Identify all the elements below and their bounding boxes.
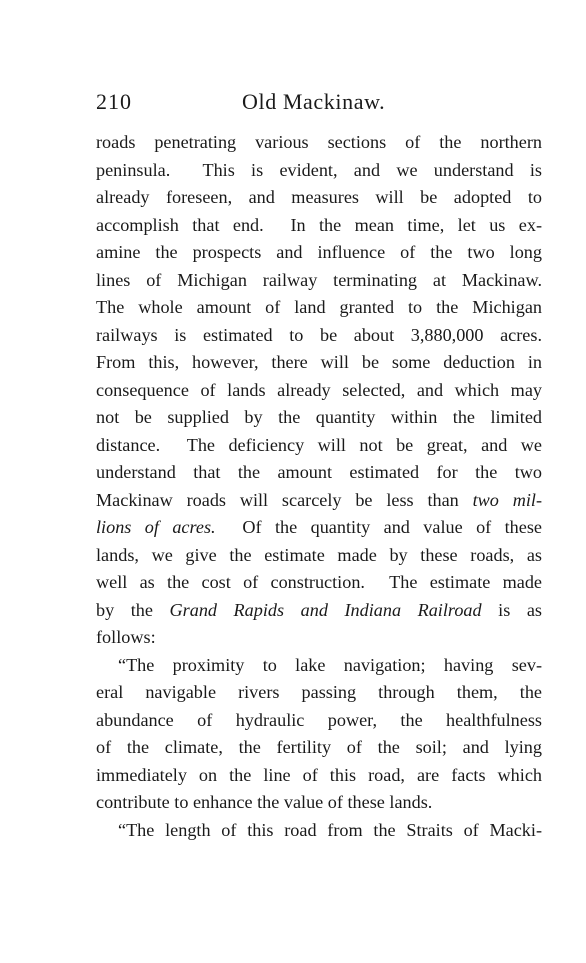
text-line [96, 597, 542, 625]
text-segment: accomplish that end. In the mean time, let us ex- [96, 214, 542, 235]
text-line [96, 239, 542, 267]
running-head [96, 89, 546, 117]
text-segment: “The proximity to lake navigation; having sev- [118, 654, 542, 675]
text-segment: is as [481, 599, 542, 620]
text-segment: From this, however, there will be some deduction in [96, 352, 542, 372]
text-segment: distance. The deficiency will not be great, and we [96, 434, 542, 455]
text-line [96, 679, 542, 707]
text-line [96, 432, 542, 460]
text-segment: consequence of lands already selected, and which may [96, 379, 542, 400]
italic-text: lions of acres. [96, 517, 216, 537]
text-line [96, 184, 542, 212]
text-line [96, 404, 542, 432]
text-segment: The whole amount of land granted to the Michigan [96, 297, 542, 317]
text-line [96, 267, 542, 295]
text-line [96, 212, 542, 240]
text-line [96, 569, 542, 597]
text-line [96, 487, 542, 515]
text-line [96, 817, 542, 845]
text-segment: follows: [96, 627, 156, 647]
text-line [96, 652, 542, 680]
text-segment: roads penetrating various sections of the northern [96, 132, 542, 152]
text-line [96, 377, 542, 405]
text-segment: lines of Michigan railway terminating at Mackinaw. [96, 269, 542, 290]
running-title: Old Mackinaw. [242, 89, 386, 114]
text-line [96, 129, 542, 157]
text-line [96, 762, 542, 790]
text-line [96, 734, 542, 762]
text-line [96, 514, 542, 542]
text-segment: abundance of hydraulic power, the healthfulness [96, 709, 542, 730]
text-segment: amine the prospects and influence of the two long [96, 242, 542, 262]
italic-text: Grand Rapids and Indiana Railroad [169, 599, 482, 620]
text-line [96, 707, 542, 735]
text-line [96, 789, 542, 817]
text-segment: of the climate, the fertility of the soil; and lying [96, 737, 542, 757]
text-line [96, 157, 542, 185]
text-line [96, 459, 542, 487]
text-segment: “The length of this road from the Straits of Macki- [118, 819, 542, 840]
body-text [96, 129, 542, 844]
text-segment: eral navigable rivers passing through them, the [96, 682, 542, 702]
text-segment: by the [96, 599, 170, 620]
page-number: 210 [96, 89, 132, 114]
text-segment: immediately on the line of this road, are facts which [96, 764, 542, 785]
text-segment: Mackinaw roads will scarcely be less than [96, 489, 473, 510]
text-line [96, 349, 542, 377]
text-line [96, 322, 542, 350]
text-line [96, 294, 542, 322]
text-segment: railways is estimated to be about 3,880,000 acres. [96, 324, 542, 345]
text-segment: lands, we give the estimate made by these roads, as [96, 544, 542, 565]
text-line [96, 624, 542, 652]
text-segment: already foreseen, and measures will be adopted to [96, 187, 542, 207]
text-segment: Of the quantity and value of these [215, 517, 542, 537]
text-segment: peninsula. This is evident, and we understand is [96, 159, 542, 180]
text-segment: well as the cost of construction. The estimate made [96, 572, 542, 592]
italic-text: two mil- [472, 489, 542, 510]
text-segment: not be supplied by the quantity within the limited [96, 407, 542, 427]
text-segment: understand that the amount estimated for the two [96, 462, 542, 482]
text-segment: contribute to enhance the value of these lands. [96, 792, 433, 812]
text-line [96, 542, 542, 570]
